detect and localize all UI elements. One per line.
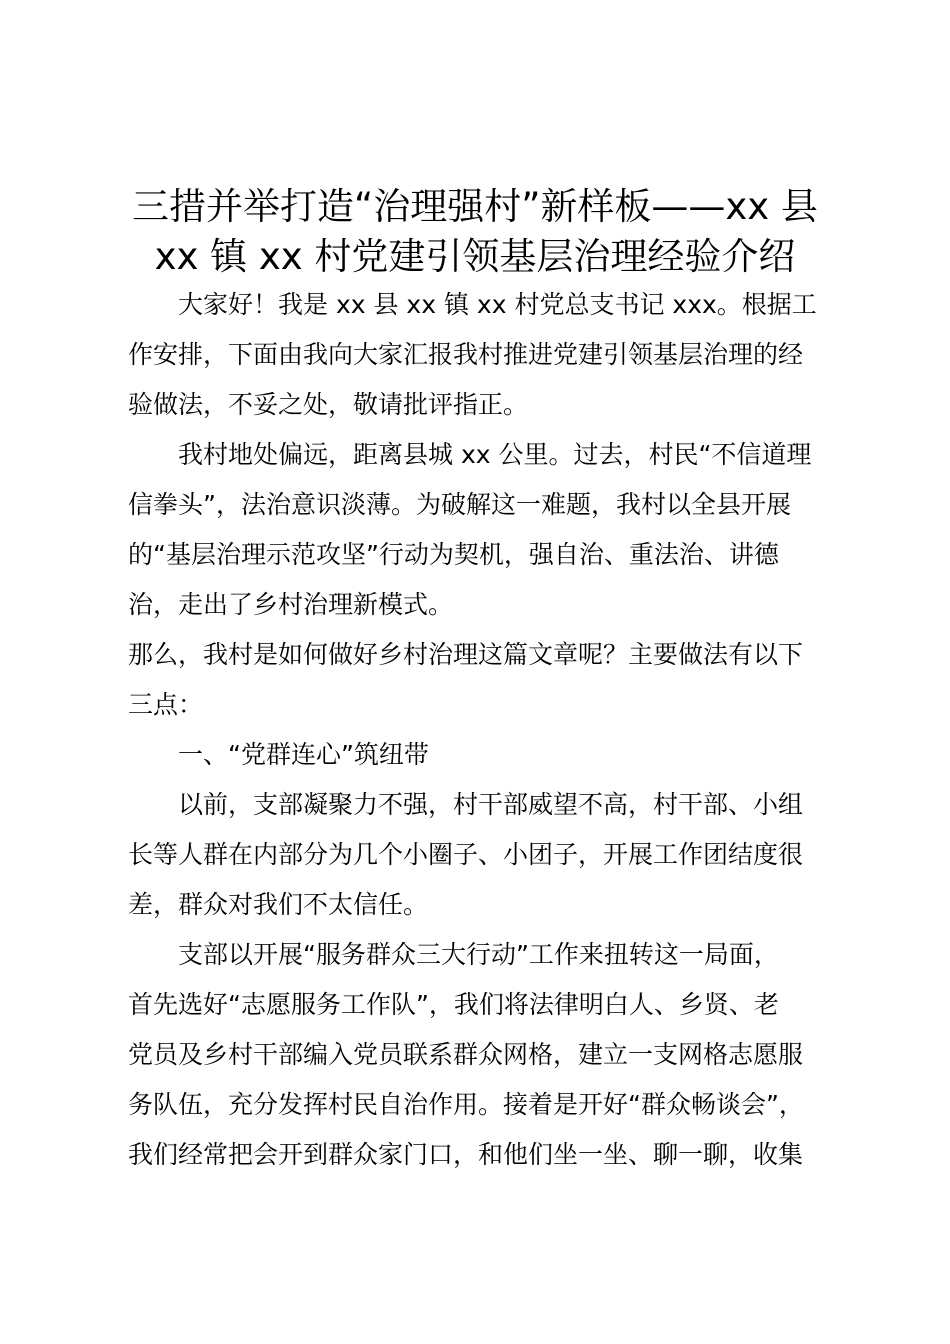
paragraph-line: 长等人群在内部分为几个小圈子、小团子，开展工作团结度很 <box>128 840 804 869</box>
paragraph-line: 作安排，下面由我向大家汇报我村推进党建引领基层治理的经 <box>128 340 804 369</box>
paragraph-line: 务队伍，充分发挥村民自治作用。接着是开好“群众畅谈会”， <box>128 1090 804 1119</box>
paragraph-line: 信拳头”，法治意识淡薄。为破解这一难题，我村以全县开展 <box>128 490 791 519</box>
paragraph-line: 首先选好“志愿服务工作队”，我们将法律明白人、乡贤、老 <box>128 990 779 1019</box>
paragraph-line: 以前，支部凝聚力不强，村干部威望不高，村干部、小组 <box>178 790 804 819</box>
paragraph-line: 治，走出了乡村治理新模式。 <box>128 590 454 619</box>
paragraph-line: 三点： <box>128 690 204 719</box>
document-title-line-2: xx 镇 xx 村党建引领基层治理经验介绍 <box>154 235 796 278</box>
section-heading: 一、“党群连心”筑纽带 <box>178 740 429 769</box>
paragraph-line: 的“基层治理示范攻坚”行动为契机，强自治、重法治、讲德 <box>128 540 779 569</box>
paragraph-line: 我们经常把会开到群众家门口，和他们坐一坐、聊一聊，收集 <box>128 1140 804 1169</box>
paragraph-line: 我村地处偏远，距离县城 xx 公里。过去，村民“不信道理 <box>178 440 812 469</box>
paragraph-line: 党员及乡村干部编入党员联系群众网格，建立一支网格志愿服 <box>128 1040 804 1069</box>
paragraph-line: 验做法，不妥之处，敬请批评指正。 <box>128 390 529 419</box>
paragraph-line: 差，群众对我们不太信任。 <box>128 890 429 919</box>
paragraph-line: 支部以开展“服务群众三大行动”工作来扭转这一局面， <box>178 940 779 969</box>
paragraph-line: 大家好！我是 xx 县 xx 镇 xx 村党总支书记 xxx。根据工 <box>178 290 817 319</box>
document-title-line-1: 三措并举打造“治理强村”新样板——xx 县 <box>132 185 818 228</box>
paragraph-line: 那么，我村是如何做好乡村治理这篇文章呢？主要做法有以下 <box>128 640 804 669</box>
